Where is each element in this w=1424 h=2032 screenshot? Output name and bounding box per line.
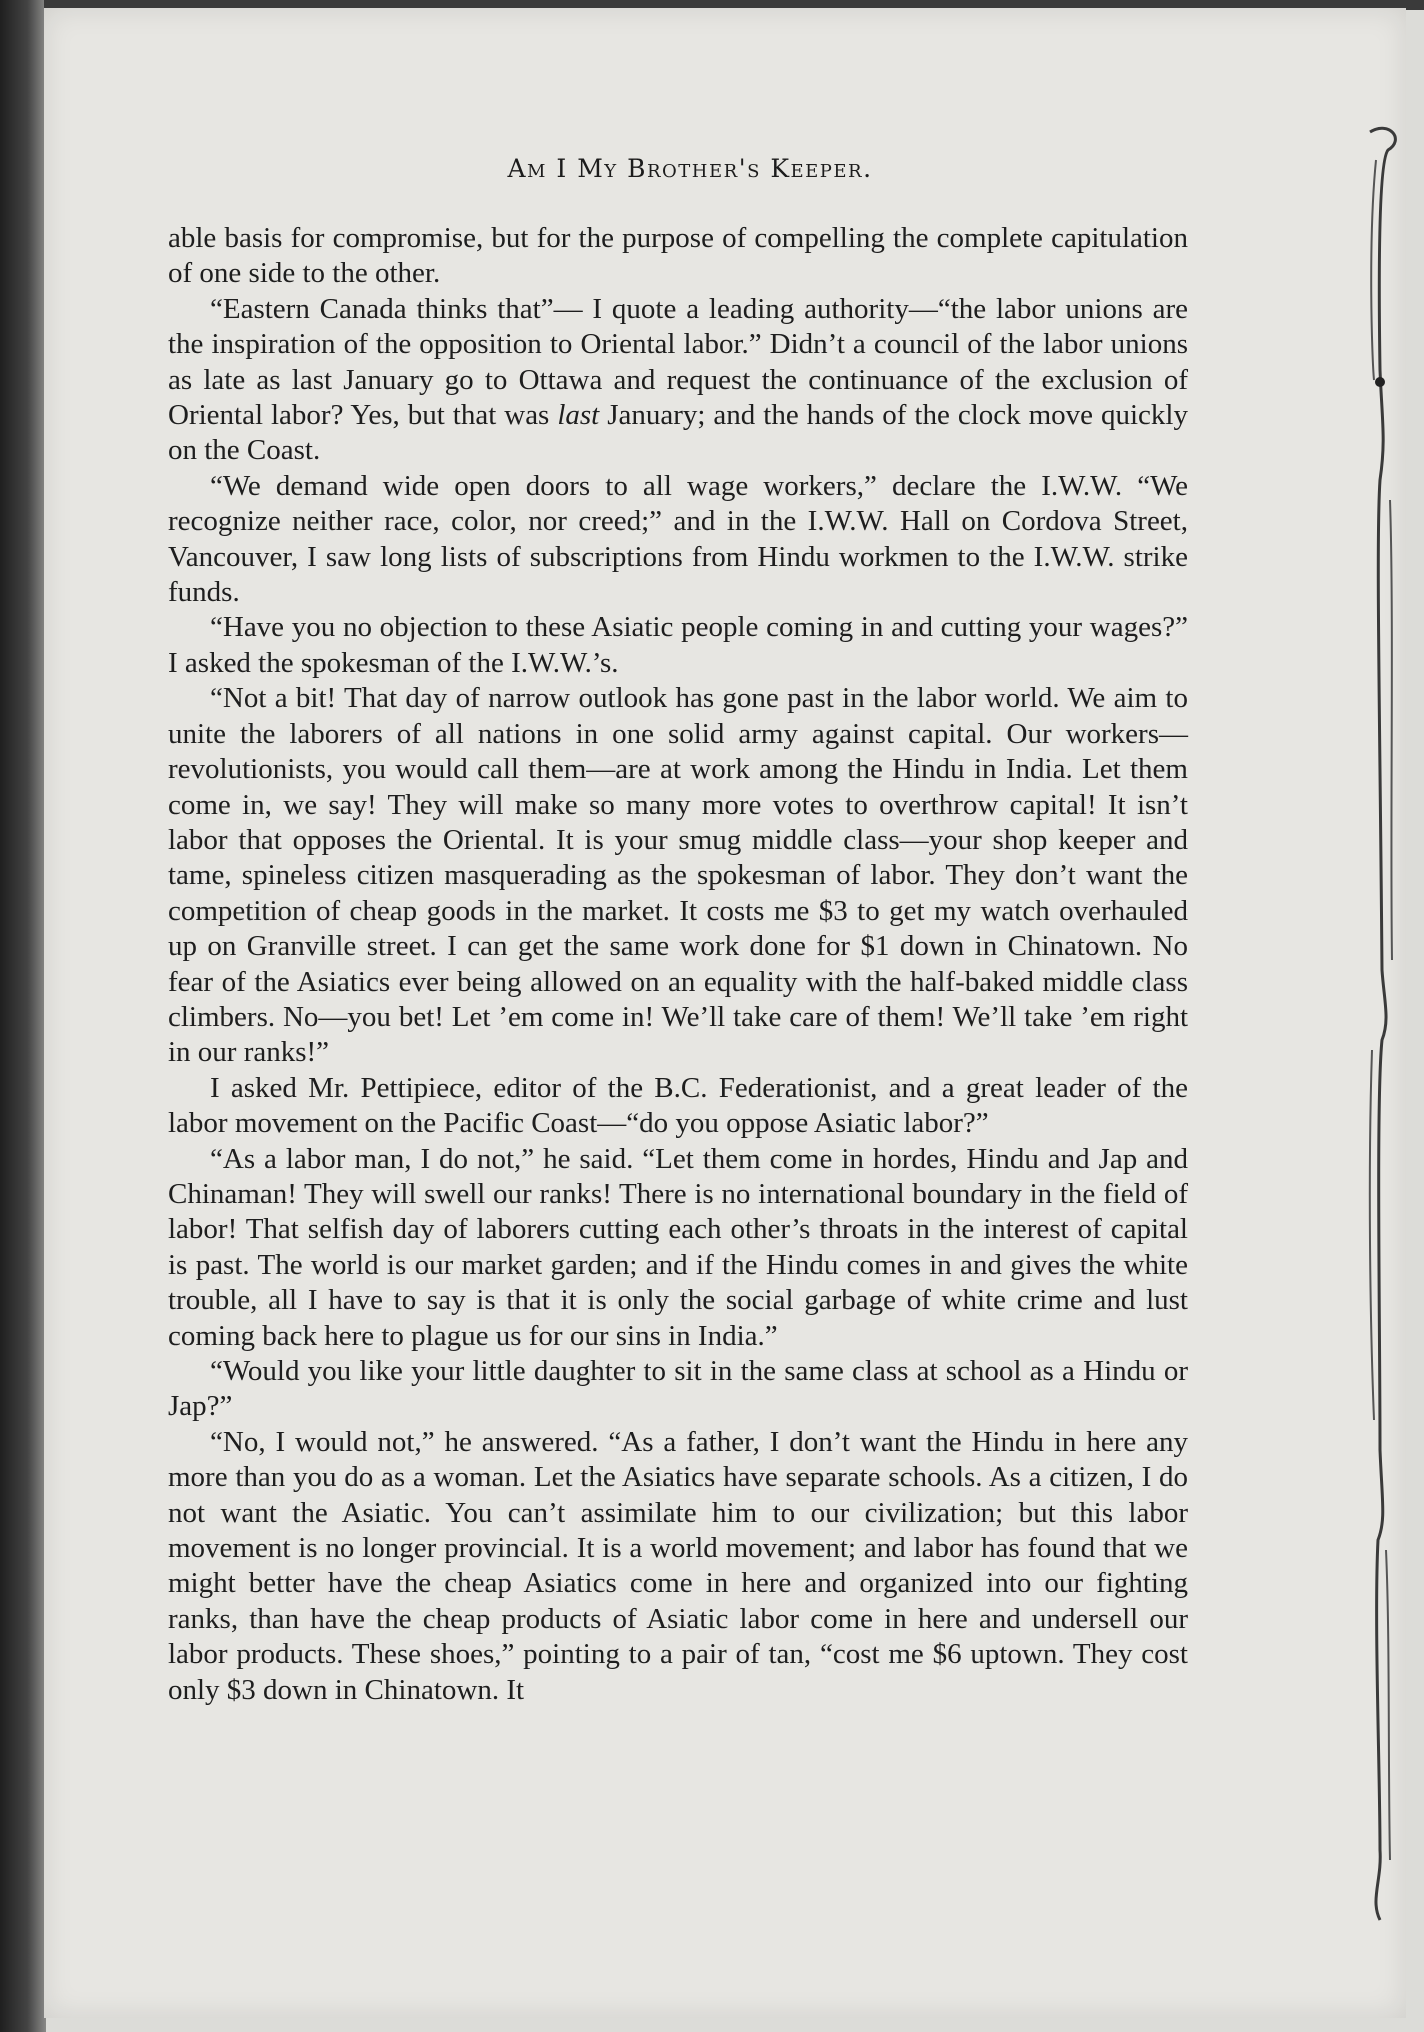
paragraph-2-part-2: January; and the hands of the clock move quickly on the Coast.	[168, 399, 1188, 467]
paragraph-7: “As a labor man, I do not,” he said. “Let them come in hordes, Hindu and Jap and Chinaman! They will swell our ranks! There is no international boundary in the field of labor! That selfish day of laborers cutting each other’s throats in the interest of capital is past. The world is our market garden; and if the Hindu comes in and gives the white trouble, all I have to say is that it is only the social garbage of white crime and lust coming back here to plague us for our sins in India.”	[168, 1142, 1188, 1352]
paragraph-6: I asked Mr. Pettipiece, editor of the B.C. Federationist, and a great leader of the labor movement on the Pacific Coast—“do you oppose Asiatic labor?”	[168, 1071, 1188, 1140]
body-text	[168, 221, 1188, 1708]
running-head: Am I My Brother's Keeper.	[507, 154, 873, 183]
paragraph-4: “Have you no objection to these Asiatic people coming in and cutting your wages?” I asked the spokesman of the I.W.W.’s.	[168, 611, 1188, 679]
page-left-edge	[0, 0, 46, 2032]
paragraph-8: “Would you like your little daughter to sit in the same class at school as a Hindu or Jap?”	[168, 1355, 1188, 1423]
paragraph-2	[168, 292, 1188, 469]
paragraph-2-part-1: “Eastern Canada thinks that”— I quote a leading authority—“the labor unions are the inspiration of the opposition to Oriental labor.” Didn’t a council of the labor unions as late as last January go to Ottawa and request the continuance of the exclusion of Oriental labor? Yes, but that was	[168, 292, 1188, 432]
paragraph-2-italic: last	[557, 399, 600, 432]
paragraph-3: “We demand wide open doors to all wage workers,” declare the I.W.W. “We recognize neither race, color, nor creed;” and in the I.W.W. Hall on Cordova Street, Vancouver, I saw long lists of subscriptions from Hindu workmen to the I.W.W. strike funds.	[168, 469, 1188, 609]
paragraph-9: “No, I would not,” he answered. “As a father, I don’t want the Hindu in here any more than you do as a woman. Let the Asiatics have separate schools. As a citizen, I do not want the Asiatic. You can’t assimilate him to our civilization; but this labor movement is no longer provincial. It is a world movement; and labor has found that we might better have the cheap Asiatics come in here and organized into our fighting ranks, than have the cheap products of Asiatic labor come in here and undersell our labor products. These shoes,” pointing to a pair of tan, “cost me $6 uptown. They cost only $3 down in Chinatown. It	[168, 1425, 1188, 1706]
binding-string-icon	[1350, 120, 1410, 1940]
page-number	[640, 1995, 720, 2009]
paragraph-5: “Not a bit! That day of narrow outlook has gone past in the labor world. We aim to unite the laborers of all nations in one solid army against capital. Our workers—revolutionists, you would call them—are at work among the Hindu in India. Let them come in, we say! They will make so many more votes to overthrow capital! It isn’t labor that opposes the Oriental. It is your smug middle class—your shop keeper and tame, spineless citizen masquerading as the spokesman of labor. They don’t want the competition of cheap goods in the market. It costs me $3 to get my watch overhauled up on Granville street. I can get the same work done for $1 down in Chinatown. No fear of the Asiatics ever being allowed on an equality with the half-baked middle class climbers. No—you bet! Let ’em come in! We’ll take care of them! We’ll take ’em right in our ranks!”	[168, 682, 1188, 1069]
paragraph-1: able basis for compromise, but for the purpose of compelling the complete capitulation of one side to the other.	[168, 222, 1188, 290]
